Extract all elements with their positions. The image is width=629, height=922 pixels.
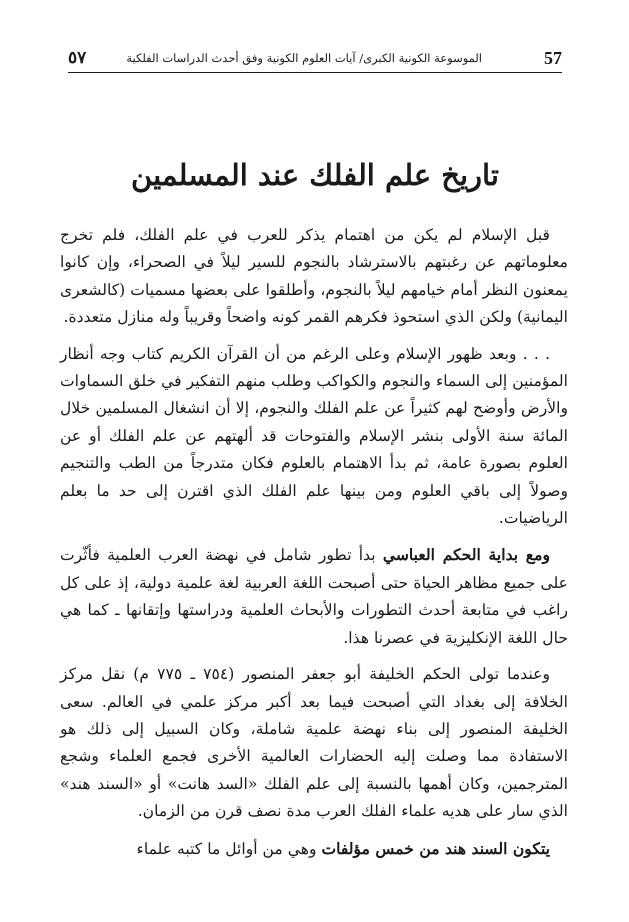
paragraph-3-text: بدأ تطور شامل في نهضة العرب العلمية فأثّرت على جميع مظاهر الحياة حتى أصبحت اللغة العربية لغة علمية دولية، إذ على كل راغب في متابعة أحدث التطورات والأبحاث العلمية ودراستها وإتقانها ـ كما هي حال اللغة الإنكليزية في عصرنا هذا. <box>60 546 568 647</box>
paragraph-3-lead: ومع بداية الحكم العباسي <box>382 545 550 565</box>
page-number-arabic: ٥٧ <box>68 48 87 68</box>
page-number-latin: 57 <box>544 48 562 68</box>
page-header <box>68 46 562 73</box>
chapter-title: تاريخ علم الفلك عند المسلمين <box>131 158 499 192</box>
paragraph-4: وعندما تولى الحكم الخليفة أبو جعفر المنصور (٧٥٤ ـ ٧٧٥ م) نقل مركز الخلافة إلى بغداد التي أصبحت فيما بعد أكبر مركز علمي في العالم. سعى الخليفة المنصور إلى بناء نهضة علمية شاملة، وكان السبيل إلى ذلك هو الاستفادة مما وصلت إليه الحضارات العالمية الأخرى فجمع العلماء وشجع المترجمين، وكان أهمها بالنسبة إلى علم الفلك «السد هانت» أو «السند هند» الذي سار على هديه علماء الفلك العرب مدة نصف قرن من الزمان. <box>60 665 568 821</box>
paragraph-1: قبل الإسلام لم يكن من اهتمام يذكر للعرب في علم الفلك، فلم تخرج معلوماتهم عن رغبتهم بالاسترشاد بالنجوم للسير ليلاً في الصحراء، وإن كانوا يمعنون النظر أمام خيامهم ليلاً بالنجوم، وأطلقوا على بعضها مسميات (كالشعرى اليمانية) ولكن الذي استحوذ فكرهم القمر كونه واضحاً وقريباً وله منازل متعددة. <box>60 226 568 327</box>
paragraph-5 <box>60 835 568 863</box>
paragraph-3 <box>60 541 568 652</box>
running-title: الموسوعة الكونية الكبرى/ آيات العلوم الكونية وفق أحدث الدراسات الفلكية <box>126 51 482 65</box>
paragraph-5-text: وهي من أوائل ما كتبه علماء <box>136 839 322 858</box>
paragraph-5-lead: يتكون السند هند من خمس مؤلفات <box>321 838 550 858</box>
paragraph-2: . . . وبعد ظهور الإسلام وعلى الرغم من أن القرآن الكريم كتاب وجه أنظار المؤمنين إلى السماء والنجوم والكواكب وطلب منهم التفكير في خلق السماوات والأرض وأوضح لهم كثيراً عن علم الفلك والنجوم، إلا أن انشغال المسلمين خلال المائة سنة الأولى بنشر الإسلام والفتوحات قد ألهتهم عن علم الفلك أو عن العلوم بصورة عامة، ثم بدأ الاهتمام بالعلوم فكان متدرجاً من الطب والتنجيم وصولاً إلى باقي العلوم ومن بينها علم الفلك الذي اقترن إلى حد ما بعلم الرياضيات. <box>60 344 568 528</box>
body-text <box>60 222 568 872</box>
